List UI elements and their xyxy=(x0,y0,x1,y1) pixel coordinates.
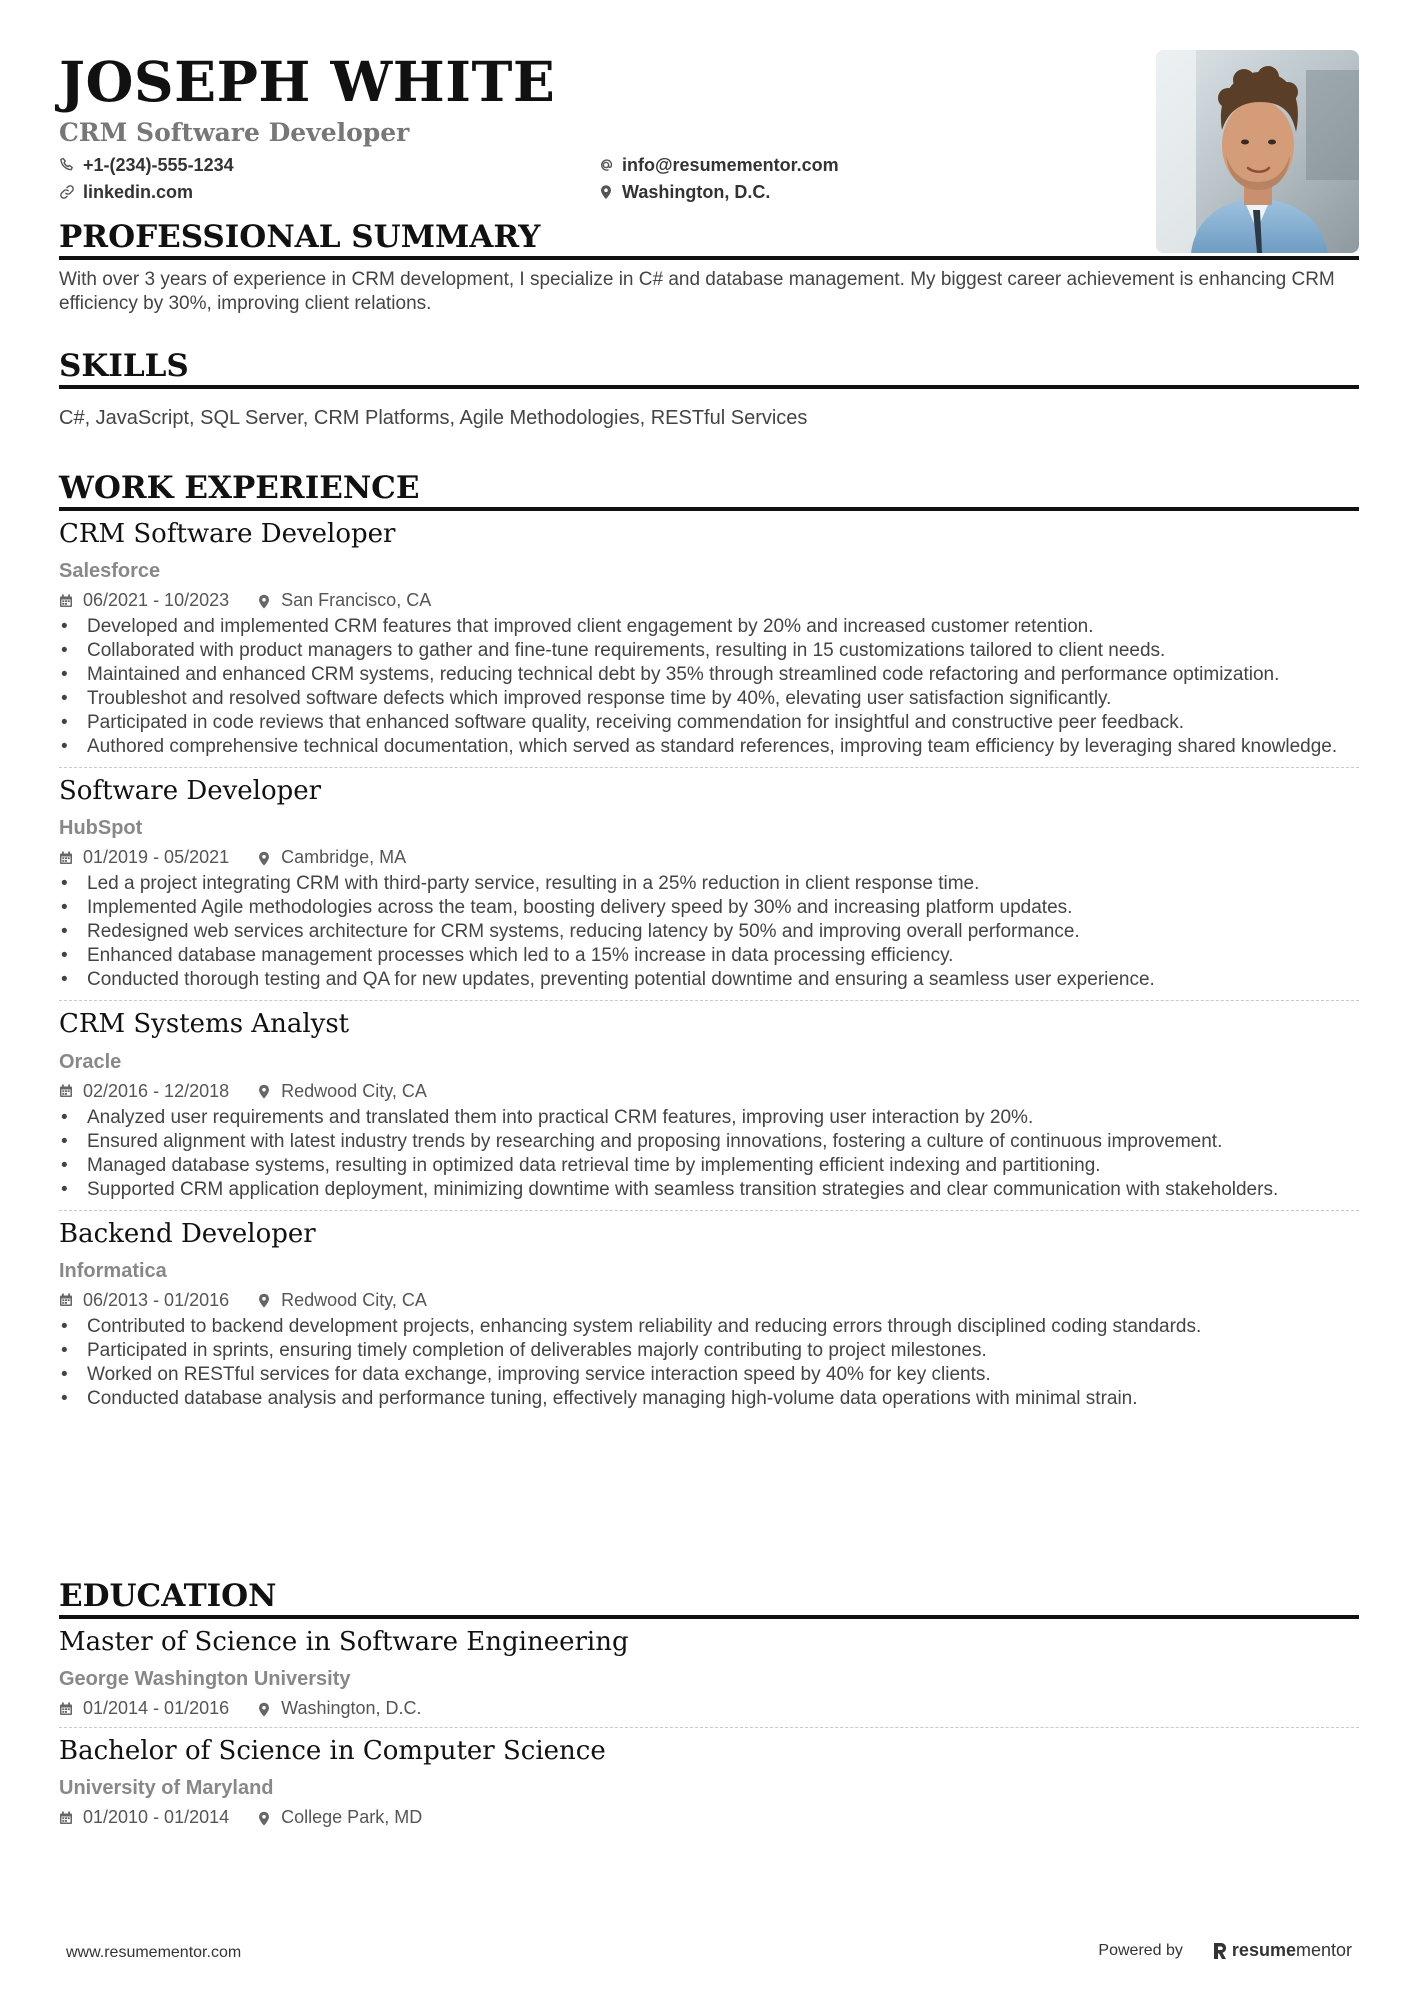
education-section xyxy=(59,1579,1359,1842)
map-pin-icon xyxy=(257,1701,271,1717)
job-bullet: • Contributed to backend development projects, enhancing system reliability and reducing errors through disciplined coding standards. xyxy=(59,1315,1359,1339)
job-bullet: • Supported CRM application deployment, minimizing downtime with seamless transition strategies and clear communication with stakeholders. xyxy=(59,1178,1359,1202)
map-pin-icon xyxy=(257,1292,271,1308)
map-pin-icon xyxy=(257,1810,271,1826)
calendar-icon xyxy=(59,851,73,865)
education-degree: Bachelor of Science in Computer Science xyxy=(59,1736,606,1767)
job-bullet: • Participated in code reviews that enhanced software quality, receiving commendation for insightful and constructive peer feedback. xyxy=(59,711,1359,735)
job-bullet: • Implemented Agile methodologies across the team, boosting delivery speed by 30% and increasing platform updates. xyxy=(59,896,1359,920)
education-list xyxy=(59,1627,1359,1836)
job-meta xyxy=(59,1698,1359,1719)
job-dates: 06/2013 - 01/2016 xyxy=(83,1289,230,1310)
job-bullet: • Managed database systems, resulting in optimized data retrieval time by implementing efficient indexing and partitioning. xyxy=(59,1154,1359,1178)
calendar-icon xyxy=(59,1084,73,1098)
job-list xyxy=(59,519,1359,1419)
job-title: Backend Developer xyxy=(59,1218,316,1249)
job-location xyxy=(257,1290,427,1311)
job-location xyxy=(257,1081,427,1102)
skills-section xyxy=(59,349,1359,430)
map-pin-icon xyxy=(598,184,614,200)
education-heading: EDUCATION xyxy=(59,1579,1359,1619)
at-sign-icon xyxy=(598,157,614,173)
summary-text: With over 3 years of experience in CRM development, I specialize in C# and database management. My biggest career achievement is enhancing CRM efficiency by 30%, improving client relations. xyxy=(59,269,1335,315)
job-bullets xyxy=(59,1315,1359,1411)
education-dates: 01/2014 - 01/2016 xyxy=(83,1698,230,1719)
skills-text: C#, JavaScript, SQL Server, CRM Platforms, Agile Methodologies, RESTful Services xyxy=(59,407,808,430)
job-bullets xyxy=(59,615,1359,759)
phone-icon xyxy=(59,157,75,173)
summary-section xyxy=(59,220,1359,316)
job-bullet: • Worked on RESTful services for data exchange, improving service interaction speed by 40% for key clients. xyxy=(59,1363,1359,1387)
job-entry xyxy=(59,776,1359,1001)
education-school: George Washington University xyxy=(59,1668,351,1691)
powered-by-label: Powered by xyxy=(1098,1941,1183,1959)
brand-logo-icon xyxy=(1211,1941,1227,1961)
brand-bold-text: resume xyxy=(1231,1940,1296,1960)
link-icon xyxy=(59,184,75,200)
job-location-text: Redwood City, CA xyxy=(281,1080,427,1101)
education-location-text: Washington, D.C. xyxy=(281,1698,422,1719)
job-bullet: • Analyzed user requirements and translated them into practical CRM features, improving user interaction by 20%. xyxy=(59,1106,1359,1130)
job-location-text: Redwood City, CA xyxy=(281,1289,427,1310)
job-bullet: • Maintained and enhanced CRM systems, reducing technical debt by 35% through streamlined code refactoring and performance optimization. xyxy=(59,663,1359,687)
map-pin-icon xyxy=(257,1083,271,1099)
contact-email xyxy=(598,155,1098,176)
job-location-text: San Francisco, CA xyxy=(281,590,432,611)
job-title: Software Developer xyxy=(59,776,322,807)
job-entry xyxy=(59,1219,1359,1419)
candidate-name: JOSEPH WHITE xyxy=(59,49,556,114)
candidate-title: CRM Software Developer xyxy=(59,118,410,147)
contact-phone xyxy=(59,155,598,176)
job-company: Informatica xyxy=(59,1259,167,1282)
education-school: University of Maryland xyxy=(59,1777,274,1800)
job-bullet: • Enhanced database management processes which led to a 15% increase in data processing efficiency. xyxy=(59,944,1359,968)
job-dates: 01/2019 - 05/2021 xyxy=(83,847,230,868)
job-bullets xyxy=(59,1106,1359,1202)
job-dates: 06/2021 - 10/2023 xyxy=(83,590,230,611)
education-entry xyxy=(59,1627,1359,1728)
calendar-icon xyxy=(59,594,73,608)
education-entry xyxy=(59,1736,1359,1836)
job-location xyxy=(257,1698,421,1719)
job-meta xyxy=(59,1290,1359,1311)
experience-heading: WORK EXPERIENCE xyxy=(59,471,1359,511)
education-degree: Master of Science in Software Engineering xyxy=(59,1627,629,1658)
linkedin-text: linkedin.com xyxy=(83,181,194,202)
phone-text: +1-(234)-555-1234 xyxy=(83,154,234,175)
job-bullet: • Conducted thorough testing and QA for new updates, preventing potential downtime and ensuring a seamless user experience. xyxy=(59,968,1359,992)
email-text: info@resumementor.com xyxy=(622,154,839,175)
job-bullet: • Conducted database analysis and performance tuning, effectively managing high-volume data operations with minimal strain. xyxy=(59,1387,1359,1411)
footer-website[interactable]: www.resumementor.com xyxy=(66,1944,242,1961)
job-dates: 02/2016 - 12/2018 xyxy=(83,1080,230,1101)
brand-logo[interactable] xyxy=(1211,1940,1352,1961)
job-bullet: • Led a project integrating CRM with third-party service, resulting in a 25% reduction in client response time. xyxy=(59,872,1359,896)
map-pin-icon xyxy=(257,593,271,609)
job-location xyxy=(257,590,431,611)
job-company: Oracle xyxy=(59,1050,122,1073)
experience-section xyxy=(59,471,1359,1425)
job-bullet: • Developed and implemented CRM features that improved client engagement by 20% and increased customer retention. xyxy=(59,615,1359,639)
contact-linkedin xyxy=(59,182,598,203)
job-meta xyxy=(59,1807,1359,1828)
footer-branding xyxy=(1098,1940,1352,1961)
skills-heading: SKILLS xyxy=(59,349,1359,389)
education-location-text: College Park, MD xyxy=(281,1807,423,1828)
calendar-icon xyxy=(59,1293,73,1307)
job-bullet: • Troubleshot and resolved software defects which improved response time by 40%, elevating user satisfaction significantly. xyxy=(59,687,1359,711)
job-title: CRM Software Developer xyxy=(59,519,396,550)
job-bullet: • Redesigned web services architecture for CRM systems, reducing latency by 50% and improving overall performance. xyxy=(59,920,1359,944)
job-bullet: • Participated in sprints, ensuring timely completion of deliverables majorly contributing to project milestones. xyxy=(59,1339,1359,1363)
education-dates: 01/2010 - 01/2014 xyxy=(83,1807,230,1828)
job-meta xyxy=(59,847,1359,868)
job-bullets xyxy=(59,872,1359,992)
job-location-text: Cambridge, MA xyxy=(281,847,407,868)
calendar-icon xyxy=(59,1811,73,1825)
job-title: CRM Systems Analyst xyxy=(59,1009,350,1040)
location-text: Washington, D.C. xyxy=(622,181,771,202)
job-location xyxy=(257,1807,422,1828)
job-location xyxy=(257,847,406,868)
job-entry xyxy=(59,1009,1359,1210)
calendar-icon xyxy=(59,1702,73,1716)
job-company: HubSpot xyxy=(59,817,143,840)
contact-location xyxy=(598,182,1098,203)
job-meta xyxy=(59,1081,1359,1102)
map-pin-icon xyxy=(257,850,271,866)
job-meta xyxy=(59,590,1359,611)
job-bullet: • Ensured alignment with latest industry trends by researching and proposing innovations, fostering a culture of continuous improvement. xyxy=(59,1130,1359,1154)
summary-heading: PROFESSIONAL SUMMARY xyxy=(59,220,1359,260)
job-company: Salesforce xyxy=(59,560,161,583)
resume-page xyxy=(59,40,1359,1828)
job-entry xyxy=(59,519,1359,768)
brand-light-text: mentor xyxy=(1295,1940,1352,1960)
job-bullet: • Authored comprehensive technical documentation, which served as standard references, improving team efficiency by leveraging shared knowledge. xyxy=(59,735,1359,759)
job-bullet: • Collaborated with product managers to gather and fine-tune requirements, resulting in 15 customizations tailored to client needs. xyxy=(59,639,1359,663)
